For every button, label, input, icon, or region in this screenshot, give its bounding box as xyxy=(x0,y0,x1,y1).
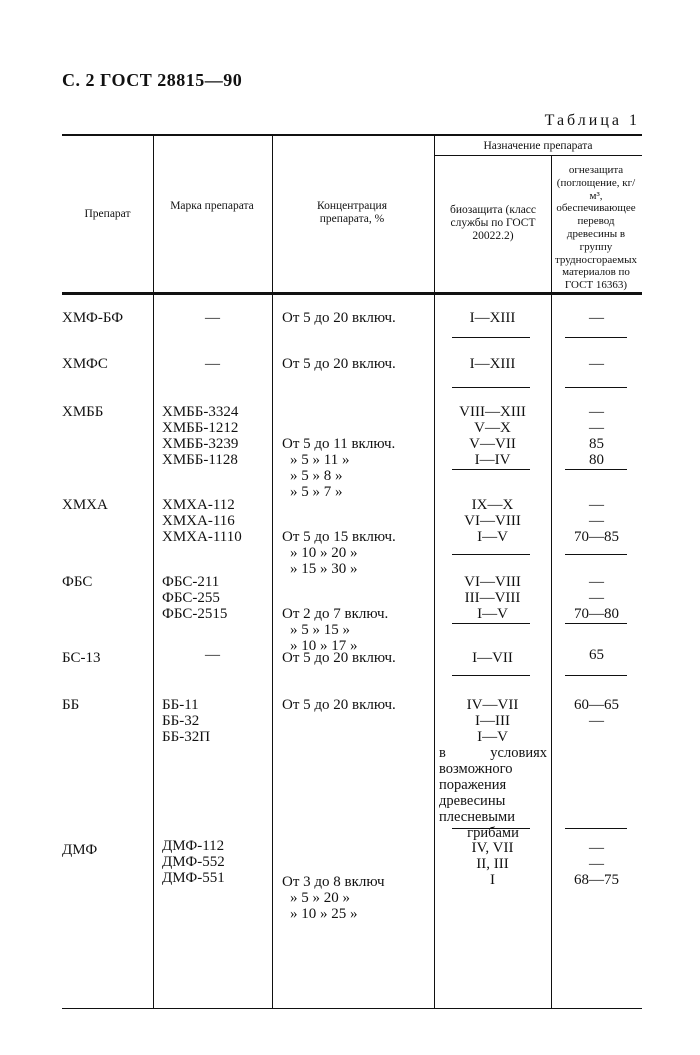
row-bio: VI—VIII III—VIII I—V xyxy=(464,574,521,622)
table-bottom-border xyxy=(62,1008,642,1009)
row-ogne: — — 85 80 xyxy=(589,404,604,468)
row-preparat: БС-13 xyxy=(62,650,101,666)
cell-underline xyxy=(565,623,627,624)
row-ogne: — xyxy=(589,356,604,372)
row-marka: ФБС-211 ФБС-255 ФБС-2515 xyxy=(162,574,228,622)
table-top-border xyxy=(62,134,642,136)
table-label: Таблица 1 xyxy=(544,112,640,129)
row-preparat: ДМФ xyxy=(62,842,98,858)
row-marka: — xyxy=(205,310,220,326)
row-bio: IV, VII II, III I xyxy=(471,840,514,888)
row-marka: — xyxy=(205,356,220,372)
header-bottom-rule xyxy=(62,292,642,295)
row-marka: — xyxy=(205,647,220,663)
row-ogne: 60—65 — xyxy=(574,697,619,729)
row-concentration: От 5 до 20 включ. xyxy=(282,697,396,713)
row-marka: ДМФ-112 ДМФ-552 ДМФ-551 xyxy=(162,838,225,886)
purpose-subheader-rule xyxy=(434,155,642,156)
cell-underline xyxy=(452,554,530,555)
row-preparat: ХМХА xyxy=(62,497,108,513)
row-bio: VIII—XIII V—X V—VII I—IV xyxy=(459,404,526,468)
row-concentration: От 5 до 15 включ. » 10 » 20 » » 15 » 30 » xyxy=(282,529,396,577)
row-bio-note: в условиях возможного поражения древесины плесневыми грибами xyxy=(439,745,547,841)
col-header-biozashita: биозащита (класс службы по ГОСТ 20022.2) xyxy=(449,204,537,242)
col-divider-2 xyxy=(272,136,273,1008)
row-bio: I—XIII xyxy=(469,310,516,326)
row-preparat: ХМФ-БФ xyxy=(62,310,124,326)
cell-underline xyxy=(565,337,627,338)
row-ogne: — xyxy=(589,310,604,326)
col-divider-1 xyxy=(153,136,154,1008)
row-ogne: — — 68—75 xyxy=(574,840,619,888)
row-bio: I—XIII xyxy=(469,356,516,372)
col-header-ognezashita: огнезащита (поглощение, кг/м³, обеспечивающее перевод древесины в группу трудносгораемых материалов по ГОСТ 16363) xyxy=(554,164,638,292)
row-marka: ХМХА-112 ХМХА-116 ХМХА-1110 xyxy=(162,497,242,545)
row-preparat: ХМФС xyxy=(62,356,108,372)
row-bio: IX—X VI—VIII I—V xyxy=(464,497,521,545)
cell-underline xyxy=(452,337,530,338)
row-concentration: От 5 до 20 включ. xyxy=(282,310,396,326)
row-bio: IV—VII I—III I—V xyxy=(466,697,519,745)
row-preparat: ХМББ xyxy=(62,404,104,420)
col-header-marka: Марка препарата xyxy=(170,200,254,212)
col-header-preparat: Препарат xyxy=(84,208,131,220)
cell-underline xyxy=(565,828,627,829)
row-ogne: — — 70—85 xyxy=(574,497,619,545)
row-concentration: От 3 до 8 включ » 5 » 20 » » 10 » 25 » xyxy=(282,874,385,922)
page-reference: С. 2 ГОСТ 28815—90 xyxy=(62,70,243,90)
cell-underline xyxy=(565,554,627,555)
row-marka: ХМББ-3324 ХМББ-1212 ХМББ-3239 ХМББ-1128 xyxy=(162,404,239,468)
row-marka: ББ-11 ББ-32 ББ-32П xyxy=(162,697,211,745)
row-ogne: — — 70—80 xyxy=(574,574,619,622)
row-concentration: От 5 до 20 включ. xyxy=(282,650,396,666)
cell-underline xyxy=(452,387,530,388)
cell-underline xyxy=(452,469,530,470)
cell-underline xyxy=(565,675,627,676)
row-concentration: От 5 до 20 включ. xyxy=(282,356,396,372)
cell-underline xyxy=(565,387,627,388)
cell-underline xyxy=(565,469,627,470)
col-header-purpose: Назначение препарата xyxy=(483,140,593,152)
row-bio: I—VII xyxy=(472,650,513,666)
col-header-concentration: Концентрация препарата, % xyxy=(316,200,388,225)
cell-underline xyxy=(452,623,530,624)
row-preparat: ФБС xyxy=(62,574,93,590)
row-preparat: ББ xyxy=(62,697,80,713)
row-ogne: 65 xyxy=(589,647,604,663)
row-concentration: От 2 до 7 включ. » 5 » 15 » » 10 » 17 » xyxy=(282,606,389,654)
cell-underline xyxy=(452,675,530,676)
row-concentration: От 5 до 11 включ. » 5 » 11 » » 5 » 8 » » 5 » 7 » xyxy=(282,436,396,500)
